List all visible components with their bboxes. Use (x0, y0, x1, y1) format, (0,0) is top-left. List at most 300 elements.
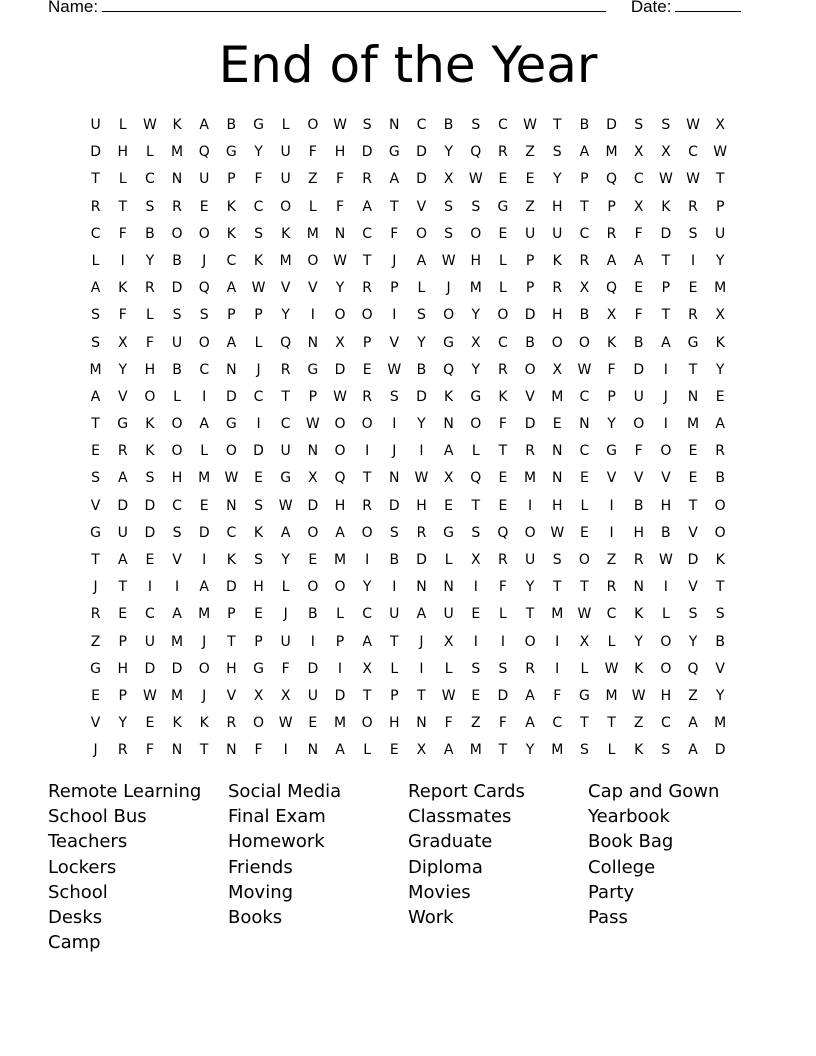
grid-cell: W (278, 497, 293, 514)
grid-cell: M (469, 280, 482, 297)
grid-cell: Z (525, 144, 535, 161)
grid-cell: G (253, 117, 264, 133)
grid-cell: N (389, 470, 400, 487)
grid-cell: Q (606, 171, 618, 188)
grid-cell: N (551, 443, 563, 460)
grid-cell: D (606, 117, 617, 133)
grid-cell: L (173, 388, 181, 405)
grid-cell: B (633, 334, 644, 351)
grid-cell: R (362, 497, 372, 514)
grid-cell: S (91, 334, 101, 351)
grid-cell: W (142, 117, 157, 133)
grid-cell: C (253, 198, 264, 215)
grid-cell: O (334, 307, 346, 324)
grid-cell: L (254, 334, 263, 351)
grid-cell: L (118, 117, 127, 133)
grid-cell: L (145, 144, 154, 161)
grid-cell: A (606, 252, 617, 269)
grid-cell: A (117, 470, 128, 487)
grid-cell: K (444, 388, 454, 405)
grid-cell: X (579, 633, 590, 650)
grid-cell: F (634, 225, 643, 242)
grid-cell: N (307, 742, 319, 759)
grid-cell: M (279, 252, 292, 269)
grid-cell: D (416, 552, 427, 568)
grid-cell: H (389, 715, 400, 732)
grid-cell: P (607, 388, 616, 405)
grid-cell: W (278, 715, 293, 732)
grid-cell: E (471, 687, 481, 704)
grid-cell: H (253, 579, 264, 596)
grid-cell: T (580, 715, 589, 732)
grid-cell: Y (715, 361, 725, 378)
grid-cell: T (227, 633, 236, 650)
grid-cell: V (280, 280, 291, 297)
grid-cell: G (443, 334, 455, 351)
grid-cell: S (172, 307, 182, 324)
grid-cell: S (91, 470, 101, 487)
grid-cell: Y (688, 633, 698, 650)
grid-cell: O (253, 715, 265, 732)
grid-cell: E (199, 497, 209, 514)
word-list-item: Moving (228, 881, 294, 903)
grid-cell: C (498, 117, 508, 133)
grid-cell: N (416, 715, 427, 732)
grid-cell: U (307, 687, 318, 704)
grid-cell: L (471, 443, 480, 460)
grid-cell: E (498, 171, 508, 188)
word-list-item: Social Media (228, 781, 342, 802)
grid-cell: T (471, 497, 481, 514)
grid-cell: F (444, 715, 453, 732)
grid-cell: J (93, 579, 98, 596)
word-list-item: Homework (228, 831, 325, 853)
grid-row (82, 330, 734, 357)
grid-cell: K (253, 524, 264, 541)
grid-cell: F (498, 715, 507, 732)
grid-cell: I (256, 416, 261, 433)
word-list-item: Work (408, 907, 454, 929)
grid-cell: D (660, 225, 672, 242)
grid-cell: P (390, 280, 399, 297)
grid-cell: A (389, 171, 400, 188)
grid-cell: K (715, 334, 725, 351)
grid-cell: F (335, 198, 345, 215)
word-list-item: School Bus (48, 806, 147, 828)
grid-cell: L (580, 497, 589, 514)
grid-cell: C (660, 715, 671, 732)
grid-cell: X (443, 171, 454, 188)
grid-cell: X (633, 144, 644, 161)
date-blank-line[interactable] (675, 0, 741, 12)
grid-cell: Y (471, 307, 481, 324)
grid-cell: D (90, 144, 101, 161)
grid-cell: I (202, 552, 207, 568)
grid-cell: O (334, 443, 346, 460)
grid-cell: E (525, 171, 535, 188)
grid-cell: I (528, 497, 533, 514)
grid-cell: E (498, 497, 508, 514)
grid-row (82, 411, 734, 438)
grid-cell: R (416, 524, 427, 541)
grid-row (82, 248, 734, 275)
word-list-item: College (588, 856, 656, 878)
grid-row (82, 221, 734, 248)
grid-cell: F (335, 171, 345, 188)
grid-cell: C (226, 524, 237, 541)
grid-cell: G (388, 144, 400, 161)
grid-cell: I (337, 660, 343, 677)
grid-cell: K (199, 715, 209, 732)
grid-cell: I (663, 416, 668, 433)
grid-row (82, 547, 734, 574)
grid-cell: C (199, 361, 210, 378)
grid-cell: U (117, 524, 128, 541)
name-label: Name: (48, 0, 99, 16)
grid-cell: U (715, 225, 726, 242)
grid-row (82, 629, 734, 656)
grid-cell: B (661, 524, 671, 541)
grid-cell: X (308, 470, 318, 487)
grid-cell: W (333, 252, 347, 269)
grid-cell: X (253, 687, 264, 704)
grid-cell: M (171, 687, 184, 704)
name-blank-line[interactable] (102, 0, 606, 12)
grid-cell: A (280, 524, 291, 541)
grid-cell: E (498, 225, 508, 242)
grid-cell: X (280, 687, 291, 704)
word-list-item: Report Cards (408, 781, 525, 802)
grid-cell: W (631, 687, 646, 704)
grid-cell: L (607, 742, 616, 759)
grid-cell: G (443, 524, 455, 541)
grid-cell: S (579, 742, 589, 759)
grid-cell: B (145, 225, 155, 242)
grid-cell: M (469, 742, 482, 759)
grid-cell: G (90, 660, 101, 677)
word-list-item: Desks (48, 907, 103, 929)
grid-cell: V (389, 334, 400, 351)
grid-cell: E (145, 552, 155, 568)
grid-cell: B (579, 307, 590, 324)
grid-cell: K (634, 660, 644, 677)
grid-cell: S (91, 307, 101, 324)
grid-cell: S (661, 742, 671, 759)
grid-cell: T (281, 388, 290, 405)
grid-cell: O (361, 416, 373, 433)
grid-cell: X (362, 660, 372, 677)
grid-cell: Y (417, 334, 426, 351)
grid-row (82, 493, 734, 520)
grid-row (82, 737, 734, 764)
grid-cell: I (663, 361, 668, 378)
grid-cell: B (172, 361, 182, 378)
grid-cell: T (417, 687, 426, 704)
grid-cell: E (254, 470, 263, 487)
grid-cell: A (90, 388, 101, 405)
grid-cell: K (118, 280, 128, 297)
grid-cell: M (714, 715, 727, 732)
grid-row (82, 357, 734, 384)
grid-cell: S (389, 524, 399, 541)
grid-cell: S (471, 198, 481, 215)
grid-cell: W (523, 117, 537, 133)
grid-cell: U (524, 225, 536, 242)
grid-cell: R (90, 198, 101, 215)
grid-cell: E (389, 742, 399, 759)
grid-cell: E (579, 470, 589, 487)
grid-cell: O (334, 416, 346, 433)
grid-cell: V (688, 524, 698, 541)
grid-cell: X (470, 552, 481, 568)
grid-cell: E (498, 470, 508, 487)
grid-cell: N (416, 579, 427, 596)
grid-cell: M (171, 633, 184, 650)
grid-cell: E (308, 552, 318, 568)
grid-cell: O (361, 307, 373, 324)
grid-cell: V (715, 660, 725, 677)
grid-cell: V (416, 198, 427, 215)
grid-cell: L (444, 660, 453, 677)
word-list-item: Classmates (408, 806, 512, 828)
grid-cell: N (307, 443, 319, 460)
grid-cell: D (388, 497, 400, 514)
grid-cell: B (715, 470, 725, 487)
grid-cell: Q (470, 470, 482, 487)
grid-cell: M (171, 144, 184, 161)
grid-cell: M (198, 606, 211, 623)
grid-cell: N (443, 416, 454, 433)
grid-cell: J (202, 687, 207, 704)
grid-cell: T (688, 497, 698, 514)
grid-cell: P (118, 633, 127, 650)
grid-cell: Y (471, 361, 481, 378)
grid-cell: R (498, 361, 508, 378)
grid-cell: J (202, 633, 207, 650)
grid-cell: A (335, 742, 345, 759)
grid-cell: L (336, 606, 344, 623)
grid-cell: B (525, 334, 535, 351)
grid-cell: S (417, 307, 426, 324)
grid-cell: L (607, 633, 616, 650)
grid-cell: C (90, 225, 101, 242)
grid-cell: I (555, 660, 560, 677)
grid-cell: D (416, 171, 427, 188)
grid-cell: Q (198, 144, 210, 161)
grid-cell: F (118, 225, 127, 242)
grid-cell: W (468, 171, 483, 188)
grid-cell: N (633, 579, 644, 596)
grid-cell: O (714, 497, 726, 514)
grid-cell: T (661, 307, 671, 324)
grid-cell: B (579, 117, 590, 133)
grid-cell: J (392, 443, 397, 460)
grid-cell: H (117, 660, 128, 677)
grid-cell: Y (118, 715, 128, 732)
grid-cell: O (633, 416, 645, 433)
grid-cell: S (145, 198, 155, 215)
grid-cell: U (389, 606, 400, 623)
grid-cell: Q (470, 144, 482, 161)
grid-cell: N (171, 742, 183, 759)
grid-cell: I (147, 579, 152, 596)
grid-cell: O (198, 334, 210, 351)
grid-cell: I (120, 252, 125, 269)
grid-cell: G (225, 144, 237, 161)
grid-cell: C (579, 443, 590, 460)
grid-cell: W (251, 280, 266, 297)
grid-cell: X (579, 280, 590, 297)
word-column (228, 779, 408, 955)
grid-cell: K (281, 225, 291, 242)
grid-cell: F (281, 660, 290, 677)
word-column (588, 779, 768, 955)
grid-cell: G (253, 660, 264, 677)
grid-cell: X (443, 470, 454, 487)
grid-cell: C (552, 715, 563, 732)
grid-cell: B (715, 633, 725, 650)
grid-cell: F (607, 361, 616, 378)
grid-cell: R (117, 742, 128, 759)
grid-cell: N (334, 225, 346, 242)
grid-cell: C (579, 225, 590, 242)
grid-cell: U (171, 334, 183, 351)
grid-cell: N (226, 361, 237, 378)
grid-cell: F (634, 443, 643, 460)
grid-cell: S (552, 552, 562, 568)
grid-cell: D (497, 687, 509, 704)
grid-cell: N (171, 171, 183, 188)
grid-cell: H (117, 144, 128, 161)
grid-cell: Y (281, 307, 290, 324)
grid-cell: T (715, 171, 725, 188)
word-list-item: Movies (408, 881, 471, 903)
grid-cell: N (551, 470, 563, 487)
grid-cell: C (145, 606, 155, 623)
grid-cell: I (663, 579, 668, 596)
grid-cell: G (307, 361, 319, 378)
grid-cell: O (497, 307, 509, 324)
grid-cell: S (172, 524, 182, 541)
grid-cell: G (225, 416, 237, 433)
grid-cell: Q (443, 361, 455, 378)
grid-cell: W (441, 687, 456, 704)
grid-cell: M (333, 552, 347, 568)
grid-cell: Z (470, 715, 481, 732)
grid-cell: D (307, 497, 319, 514)
grid-cell: L (499, 606, 507, 623)
grid-cell: O (307, 524, 319, 541)
grid-cell: O (470, 225, 482, 242)
grid-cell: G (470, 388, 482, 405)
grid-cell: Y (254, 144, 263, 161)
grid-cell: H (416, 497, 427, 514)
grid-cell: I (365, 443, 370, 460)
grid-cell: O (714, 524, 726, 541)
grid-cell: C (579, 388, 590, 405)
grid-cell: X (117, 334, 128, 351)
grid-cell: F (390, 225, 399, 242)
grid-cell: C (633, 171, 644, 188)
grid-cell: A (172, 606, 182, 623)
grid-cell: V (633, 470, 644, 487)
grid-cell: V (525, 388, 535, 405)
grid-cell: T (607, 715, 616, 732)
grid-cell: R (525, 443, 535, 460)
grid-cell: V (606, 470, 617, 487)
grid-row (82, 384, 734, 411)
grid-cell: K (552, 252, 562, 269)
grid-cell: D (253, 443, 264, 460)
grid-cell: R (362, 280, 372, 297)
grid-cell: W (224, 470, 239, 487)
grid-cell: Y (335, 280, 345, 297)
grid-cell: A (525, 715, 535, 732)
grid-row (82, 438, 734, 465)
grid-cell: K (226, 198, 236, 215)
grid-cell: O (443, 307, 455, 324)
grid-cell: F (145, 742, 154, 759)
grid-cell: T (661, 252, 671, 269)
grid-cell: C (253, 388, 264, 405)
grid-cell: S (471, 524, 481, 541)
grid-cell: T (91, 552, 100, 568)
word-list-item: Lockers (48, 856, 117, 878)
grid-cell: T (715, 579, 725, 596)
grid-cell: S (471, 117, 481, 133)
grid-cell: D (144, 660, 156, 677)
grid-cell: C (280, 416, 291, 433)
grid-cell: H (551, 307, 563, 324)
grid-cell: O (307, 252, 319, 269)
grid-cell: A (90, 280, 101, 297)
grid-cell: E (444, 497, 454, 514)
grid-cell: I (609, 497, 614, 514)
grid-cell: D (307, 660, 319, 677)
grid-cell: W (658, 171, 673, 188)
grid-cell: X (443, 633, 454, 650)
grid-cell: C (606, 606, 617, 623)
grid-cell: R (525, 660, 535, 677)
grid-cell: X (661, 144, 671, 161)
grid-cell: V (90, 715, 101, 732)
grid-cell: D (225, 579, 237, 596)
grid-cell: O (361, 524, 373, 541)
grid-cell: M (306, 225, 319, 242)
grid-cell: A (688, 715, 698, 732)
grid-cell: A (335, 524, 345, 541)
grid-cell: R (362, 388, 372, 405)
grid-cell: Q (606, 280, 618, 297)
grid-cell: P (227, 307, 236, 324)
grid-cell: T (552, 579, 562, 596)
grid-cell: I (392, 416, 397, 433)
grid-cell: Y (525, 742, 535, 759)
grid-cell: S (715, 606, 725, 623)
grid-cell: I (310, 633, 315, 650)
grid-cell: L (444, 552, 453, 568)
grid-cell: E (362, 361, 372, 378)
grid-cell: P (525, 252, 535, 269)
grid-cell: D (144, 497, 156, 514)
grid-cell: O (578, 334, 590, 351)
grid-cell: T (498, 443, 508, 460)
grid-row (82, 520, 734, 547)
grid-cell: I (174, 579, 180, 596)
grid-cell: L (390, 660, 399, 677)
grid-cell: E (634, 280, 644, 297)
grid-cell: E (145, 715, 155, 732)
